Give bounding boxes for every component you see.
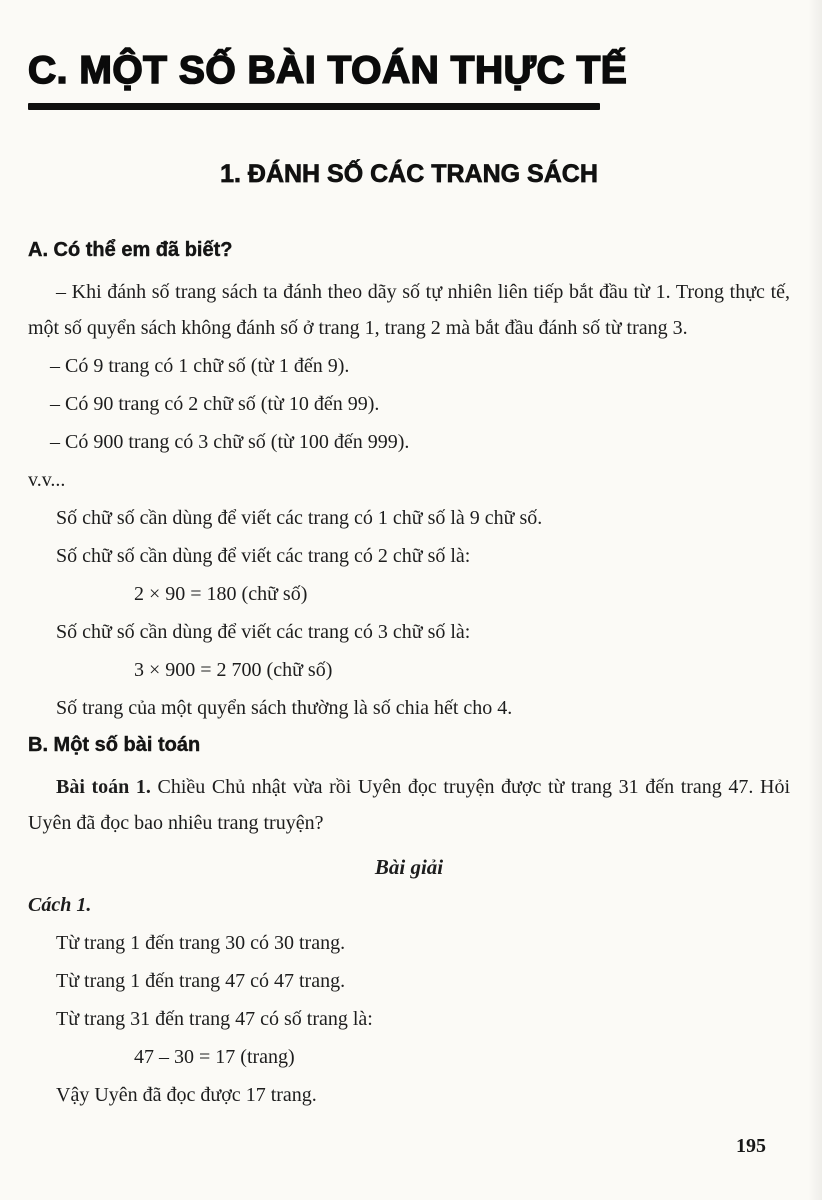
solution-conclusion: Vậy Uyên đã đọc được 17 trang. — [56, 1084, 317, 1106]
line-3digit-count: Số chữ số cần dùng để viết các trang có 3 chữ số là: — [56, 621, 471, 643]
method-1-label: Cách 1. — [28, 894, 92, 916]
page-number: 195 — [736, 1135, 766, 1157]
note-divisible-by-4: Số trang của một quyển sách thường là số chia hết cho 4. — [56, 697, 513, 719]
formula-2digit: 2 × 90 = 180 (chữ số) — [134, 583, 308, 605]
line-2digit-count: Số chữ số cần dùng để viết các trang có 2 chữ số là: — [56, 545, 471, 567]
title-underline-rule — [28, 103, 600, 110]
solution-line-3: Từ trang 31 đến trang 47 có số trang là: — [56, 1008, 373, 1030]
bullet-3digit-pages: – Có 900 trang có 3 chữ số (từ 100 đến 999). — [50, 431, 410, 453]
problem-1-paragraph — [28, 769, 790, 841]
chapter-heading: 1. ĐÁNH SỐ CÁC TRANG SÁCH — [220, 160, 598, 188]
problem-1-text: Chiều Chủ nhật vừa rồi Uyên đọc truyện được từ trang 31 đến trang 47. Hỏi Uyên đã đọc bao nhiêu trang truyện? — [28, 776, 790, 834]
solution-heading: Bài giải — [374, 855, 444, 879]
solution-line-1: Từ trang 1 đến trang 30 có 30 trang. — [56, 932, 346, 954]
section-b-heading: B. Một số bài toán — [28, 734, 201, 756]
problem-1-label: Bài toán 1. — [56, 776, 151, 798]
section-a-heading: A. Có thể em đã biết? — [28, 239, 233, 261]
main-title: C. MỘT SỐ BÀI TOÁN THỰC TẾ — [28, 49, 628, 92]
bullet-2digit-pages: – Có 90 trang có 2 chữ số (từ 10 đến 99). — [50, 393, 380, 415]
formula-3digit: 3 × 900 = 2 700 (chữ số) — [134, 659, 333, 681]
section-a-intro-paragraph: – Khi đánh số trang sách ta đánh theo dãy số tự nhiên liên tiếp bắt đầu từ 1. Trong thực tế, một số quyển sách không đánh số ở trang 1, trang 2 mà bắt đầu đánh số từ trang 3. — [28, 281, 790, 339]
line-1digit-count: Số chữ số cần dùng để viết các trang có 1 chữ số là 9 chữ số. — [56, 507, 543, 529]
solution-formula: 47 – 30 = 17 (trang) — [134, 1046, 295, 1068]
etc-line: v.v... — [28, 469, 66, 491]
bullet-1digit-pages: – Có 9 trang có 1 chữ số (từ 1 đến 9). — [50, 355, 350, 377]
solution-line-2: Từ trang 1 đến trang 47 có 47 trang. — [56, 970, 346, 992]
